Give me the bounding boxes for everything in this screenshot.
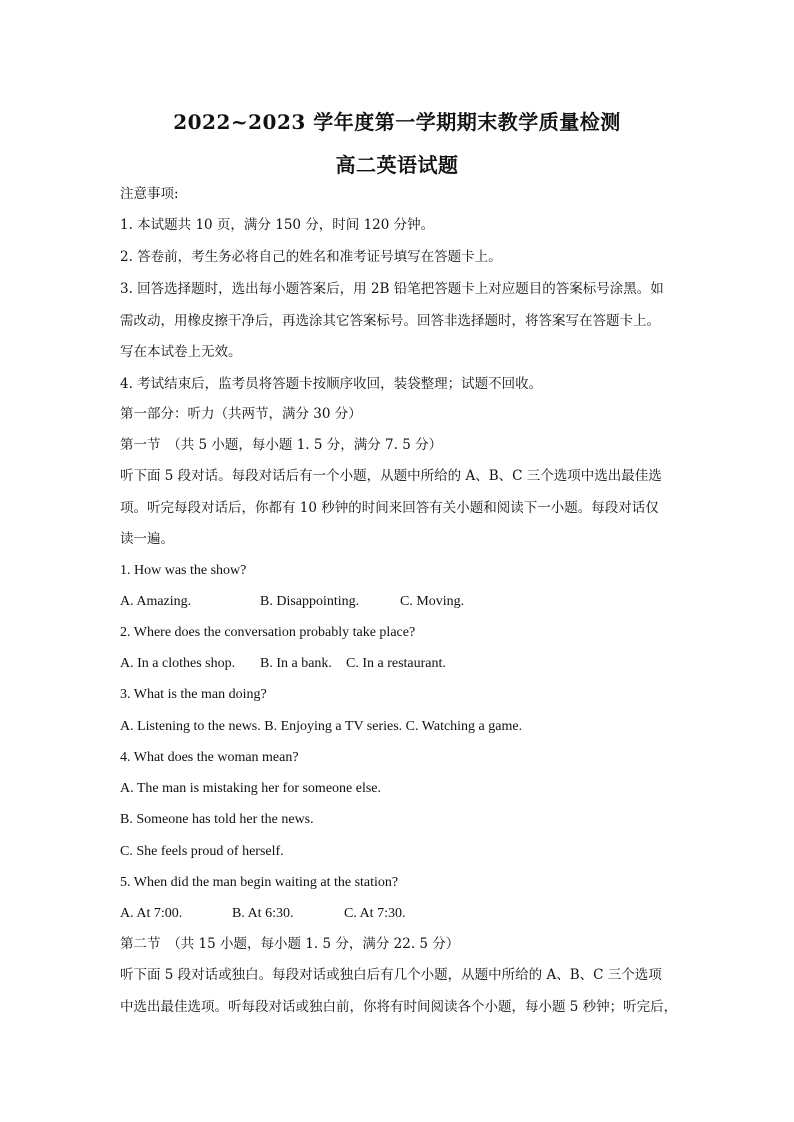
question-5-option-b: B. At 6:30. [232,906,294,921]
question-4-option-b: B. Someone has told her the news. [120,812,314,827]
question-5-options [120,904,679,924]
question-5-option-c: C. At 7:30. [344,906,406,921]
notes-item-3-line-2: 需改动，用橡皮擦干净后，再选涂其它答案标号。回答非选择题时，将答案写在答题卡上。 [120,313,660,329]
question-1-option-a: A. Amazing. [120,594,192,609]
notes-item-1: 1. 本试题共 10 页，满分 150 分，时间 120 分钟。 [120,217,435,233]
question-2-stem: 2. Where does the conversation probably take place? [120,625,416,640]
section1-instructions-line-1: 听下面 5 段对话。每段对话后有一个小题，从题中所给的 A、B、C 三个选项中选出最佳选 [120,468,662,484]
part1-heading: 第一部分：听力（共两节，满分 30 分） [120,406,362,422]
question-2-option-b: B. In a bank. [260,656,332,671]
question-4-option-a: A. The man is mistaking her for someone else. [120,781,382,796]
notes-item-3-line-1: 3. 回答选择题时，选出每小题答案后，用 2B 铅笔把答题卡上对应题目的答案标号涂黑。如 [120,281,664,297]
question-3-options: A. Listening to the news. B. Enjoying a TV series. C. Watching a game. [120,719,523,734]
section1-heading: 第一节 （共 5 小题，每小题 1. 5 分，满分 7. 5 分） [120,437,443,453]
question-2-option-a: A. In a clothes shop. [120,656,236,671]
question-1-stem: 1. How was the show? [120,563,247,578]
question-5-option-a: A. At 7:00. [120,906,183,921]
notes-item-4: 4. 考试结束后，监考员将答题卡按顺序收回，装袋整理；试题不回收。 [120,376,543,392]
section2-heading: 第二节 （共 15 小题，每小题 1. 5 分，满分 22. 5 分） [120,936,460,952]
section1-instructions-line-3: 读一遍。 [120,531,174,547]
notes-item-2: 2. 答卷前，考生务必将自己的姓名和准考证号填写在答题卡上。 [120,249,502,265]
question-4-option-c: C. She feels proud of herself. [120,844,284,859]
section1-instructions-line-2: 项。听完每段对话后，你都有 10 秒钟的时间来回答有关小题和阅读下一小题。每段对话仅 [120,500,659,516]
question-3-stem: 3. What is the man doing? [120,687,267,702]
question-1-option-c: C. Moving. [400,594,465,609]
section2-instructions-line-2: 中选出最佳选项。听每段对话或独白前，你将有时间阅读各个小题，每小题 5 秒钟；听完后， [120,999,678,1015]
question-1-option-b: B. Disappointing. [260,594,360,609]
question-5-stem: 5. When did the man begin waiting at the station? [120,875,399,890]
notes-heading: 注意事项: [120,186,179,202]
section2-instructions-line-1: 听下面 5 段对话或独白。每段对话或独白后有几个小题，从题中所给的 A、B、C 三个选项 [120,967,662,983]
question-2-option-c: C. In a restaurant. [346,656,446,671]
question-4-stem: 4. What does the woman mean? [120,750,299,765]
exam-subtitle: 高二英语试题 [335,153,459,177]
question-2-options [120,654,679,674]
question-1-options [120,592,679,612]
exam-title: 2022~2023 学年度第一学期期末教学质量检测 [173,110,621,134]
notes-item-3-line-3: 写在本试卷上无效。 [120,344,242,360]
